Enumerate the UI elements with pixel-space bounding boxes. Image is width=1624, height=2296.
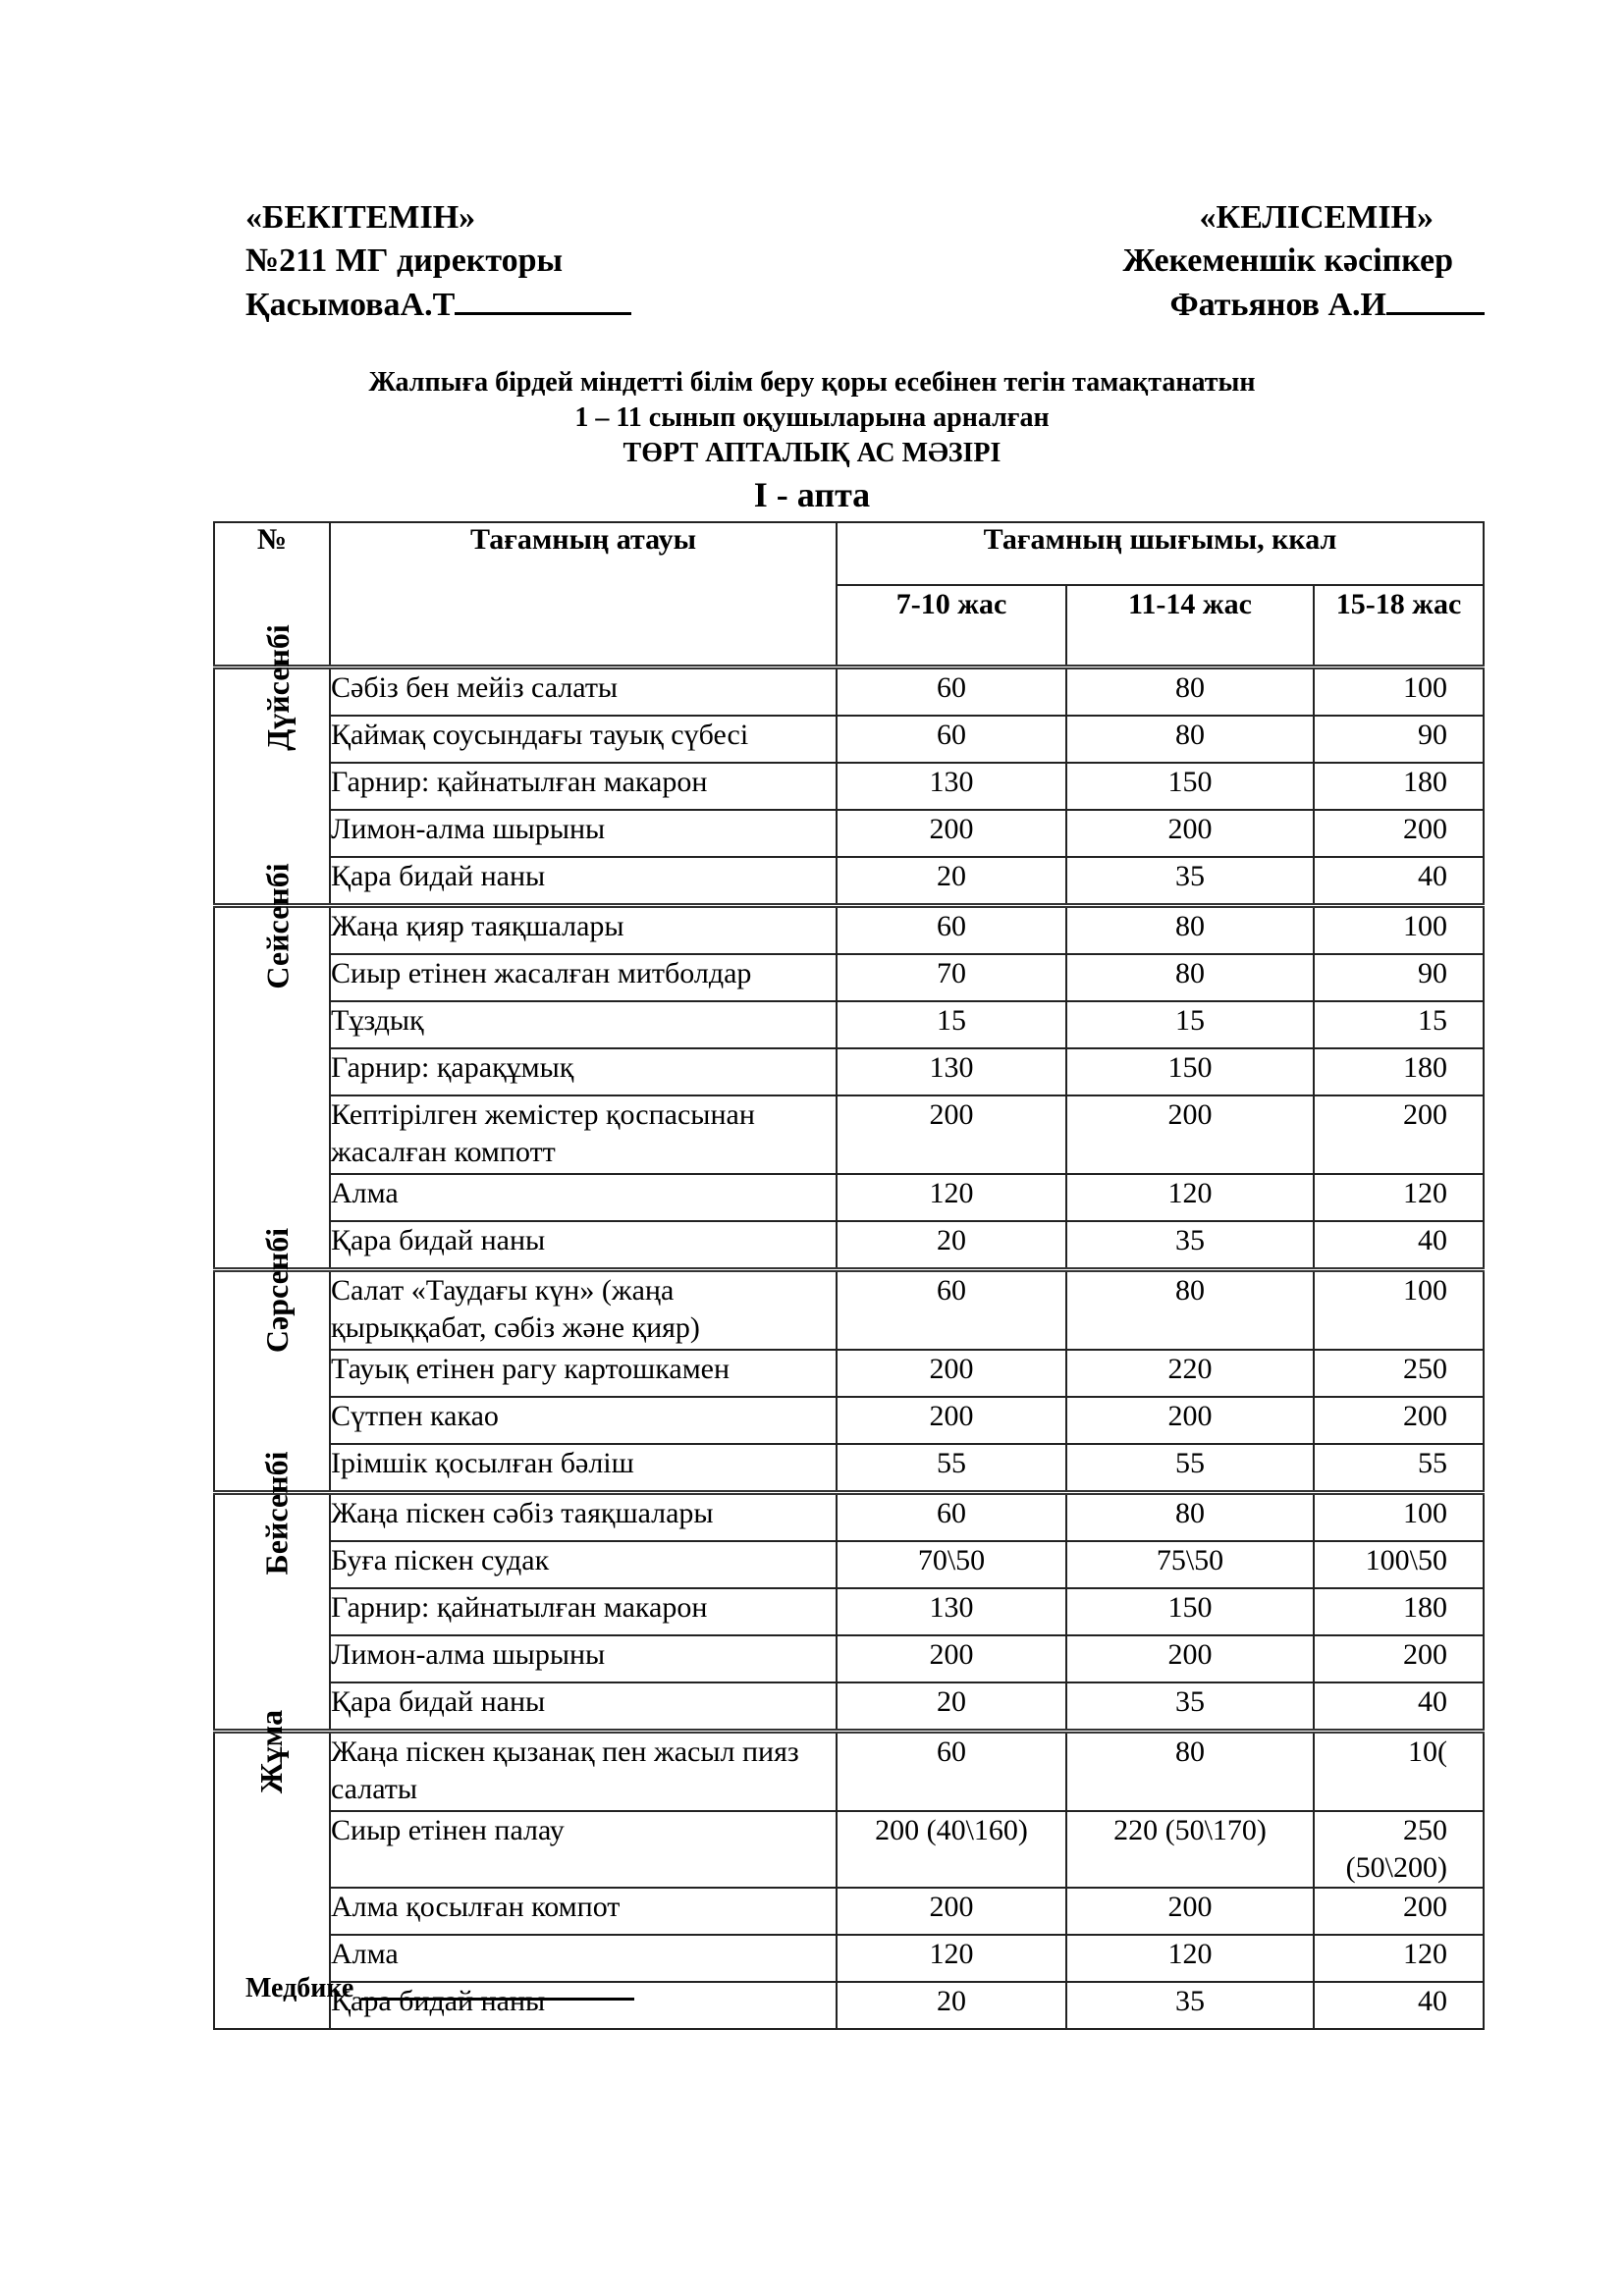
signature-line-left bbox=[455, 283, 631, 315]
dish-name: Лимон-алма шырыны bbox=[330, 810, 837, 857]
kcal-value-7-10: 70 bbox=[837, 954, 1066, 1001]
kcal-value-11-14: 150 bbox=[1066, 1588, 1314, 1635]
table-row bbox=[214, 763, 1484, 810]
kcal-value-11-14: 80 bbox=[1066, 667, 1314, 717]
week-label: І - апта bbox=[753, 475, 871, 514]
kcal-value-11-14: 15 bbox=[1066, 1001, 1314, 1048]
title-line-2: 1 – 11 сынып оқушыларына арналған bbox=[574, 402, 1050, 433]
dish-name: Сиыр етінен палау bbox=[330, 1811, 837, 1888]
table-row bbox=[214, 1221, 1484, 1270]
dish-name: Қара бидай наны bbox=[330, 857, 837, 906]
dish-name: Тұздық bbox=[330, 1001, 837, 1048]
table-row bbox=[214, 1732, 1484, 1812]
kcal-value-15-18: 90 bbox=[1314, 954, 1484, 1001]
kcal-value-11-14: 80 bbox=[1066, 1732, 1314, 1812]
kcal-value-7-10: 15 bbox=[837, 1001, 1066, 1048]
table-row bbox=[214, 906, 1484, 955]
kcal-value-11-14: 150 bbox=[1066, 1048, 1314, 1095]
kcal-value-11-14: 80 bbox=[1066, 716, 1314, 763]
header-age-7-10: 7-10 жас bbox=[837, 585, 1066, 667]
kcal-value-7-10: 200 bbox=[837, 1888, 1066, 1935]
kcal-value-7-10: 120 bbox=[837, 1174, 1066, 1221]
day-label: Жұма bbox=[253, 1709, 290, 1794]
kcal-value-11-14: 200 bbox=[1066, 1635, 1314, 1682]
kcal-value-7-10: 60 bbox=[837, 1493, 1066, 1542]
dish-name: Сәбіз бен мейіз салаты bbox=[330, 667, 837, 717]
kcal-value-11-14: 55 bbox=[1066, 1444, 1314, 1493]
table-row bbox=[214, 1541, 1484, 1588]
kcal-value-7-10: 70\50 bbox=[837, 1541, 1066, 1588]
approval-block-right bbox=[1123, 196, 1485, 327]
table-row bbox=[214, 1888, 1484, 1935]
kcal-value-15-18: 180 bbox=[1314, 1588, 1484, 1635]
kcal-value-7-10: 20 bbox=[837, 1982, 1066, 2029]
table-row bbox=[214, 810, 1484, 857]
kcal-value-7-10: 200 bbox=[837, 1635, 1066, 1682]
header-age-15-18 bbox=[1314, 585, 1484, 667]
header-age-11-14: 11-14 жас bbox=[1066, 585, 1314, 667]
kcal-value-7-10: 60 bbox=[837, 716, 1066, 763]
title-line-3: ТӨРТ АПТАЛЫҚ АС МӘЗІРІ bbox=[623, 438, 1001, 468]
day-label: Сейсенбі bbox=[259, 863, 296, 989]
kcal-value-7-10: 20 bbox=[837, 1682, 1066, 1732]
dish-name: Буға піскен судак bbox=[330, 1541, 837, 1588]
kcal-value-11-14: 80 bbox=[1066, 906, 1314, 955]
day-label: Дүйсенбі bbox=[259, 624, 296, 751]
dish-name: Жаңа қияр таяқшалары bbox=[330, 906, 837, 955]
dish-name: Гарнир: қарақұмық bbox=[330, 1048, 837, 1095]
menu-body bbox=[214, 624, 1484, 2030]
header-age-15-18-label: 15-18 жас bbox=[1335, 588, 1462, 620]
kcal-value-15-18: 120 bbox=[1314, 1174, 1484, 1221]
kcal-value-11-14: 150 bbox=[1066, 763, 1314, 810]
footer-nurse bbox=[245, 1973, 634, 2004]
nurse-label: Медбике bbox=[245, 1973, 354, 2003]
kcal-value-15-18: 100 bbox=[1314, 1270, 1484, 1351]
dish-name: Сиыр етінен жасалған митболдар bbox=[330, 954, 837, 1001]
kcal-value-7-10: 200 bbox=[837, 1350, 1066, 1397]
dish-name: Салат «Таудағы күн» (жаңа қырыққабат, сәбіз және қияр) bbox=[330, 1270, 837, 1351]
kcal-value-7-10: 60 bbox=[837, 1270, 1066, 1351]
kcal-value-7-10: 60 bbox=[837, 1732, 1066, 1812]
kcal-value-7-10: 130 bbox=[837, 1588, 1066, 1635]
kcal-value-11-14: 80 bbox=[1066, 1270, 1314, 1351]
kcal-value-7-10: 130 bbox=[837, 763, 1066, 810]
kcal-value-7-10: 130 bbox=[837, 1048, 1066, 1095]
table-row bbox=[214, 1397, 1484, 1444]
kcal-value-11-14: 220 bbox=[1066, 1350, 1314, 1397]
dish-name: Жаңа піскен қызанақ пен жасыл пияз салаты bbox=[330, 1732, 837, 1812]
table-row bbox=[214, 1048, 1484, 1095]
kcal-value-15-18: 100 bbox=[1314, 1493, 1484, 1542]
kcal-value-15-18: 10( bbox=[1314, 1732, 1484, 1812]
kcal-value-15-18: 90 bbox=[1314, 716, 1484, 763]
kcal-value-7-10: 200 bbox=[837, 810, 1066, 857]
kcal-value-7-10: 60 bbox=[837, 906, 1066, 955]
kcal-value-11-14: 35 bbox=[1066, 1682, 1314, 1732]
table-row bbox=[214, 1174, 1484, 1221]
dish-name: Қаймақ соусындағы тауық сүбесі bbox=[330, 716, 837, 763]
kcal-value-15-18: 100 bbox=[1314, 667, 1484, 717]
kcal-value-11-14: 200 bbox=[1066, 810, 1314, 857]
kcal-value-11-14: 35 bbox=[1066, 1221, 1314, 1270]
header-number: № bbox=[214, 522, 330, 667]
table-row bbox=[214, 1811, 1484, 1888]
kcal-value-15-18: 250 (50\200) bbox=[1314, 1811, 1484, 1888]
kcal-value-15-18: 100 bbox=[1314, 906, 1484, 955]
kcal-value-7-10: 55 bbox=[837, 1444, 1066, 1493]
nurse-signature-line bbox=[361, 1998, 634, 2001]
kcal-value-15-18: 200 bbox=[1314, 1095, 1484, 1174]
dish-name: Қара бидай наны bbox=[330, 1682, 837, 1732]
day-label-cell bbox=[214, 1451, 330, 1732]
kcal-value-15-18: 200 bbox=[1314, 810, 1484, 857]
approval-name-right: Фатьянов А.И bbox=[1169, 287, 1386, 323]
menu-table bbox=[213, 521, 1485, 2030]
kcal-value-15-18: 40 bbox=[1314, 1982, 1484, 2029]
kcal-value-11-14: 200 bbox=[1066, 1888, 1314, 1935]
table-row bbox=[214, 1682, 1484, 1732]
day-label-cell bbox=[214, 863, 330, 1270]
kcal-value-15-18: 40 bbox=[1314, 857, 1484, 906]
kcal-value-15-18: 120 bbox=[1314, 1935, 1484, 1982]
approval-name-left: ҚасымоваА.Т bbox=[245, 287, 456, 323]
kcal-value-11-14: 200 bbox=[1066, 1095, 1314, 1174]
signature-line-right bbox=[1386, 283, 1485, 315]
approval-title-left: «БЕКІТЕМІН» bbox=[245, 199, 476, 236]
table-row bbox=[214, 1588, 1484, 1635]
kcal-value-11-14: 220 (50\170) bbox=[1066, 1811, 1314, 1888]
table-row bbox=[214, 667, 1484, 717]
table-row bbox=[214, 1493, 1484, 1542]
kcal-value-7-10: 200 bbox=[837, 1095, 1066, 1174]
kcal-value-11-14: 75\50 bbox=[1066, 1541, 1314, 1588]
table-row bbox=[214, 716, 1484, 763]
kcal-value-15-18: 40 bbox=[1314, 1221, 1484, 1270]
kcal-value-15-18: 100\50 bbox=[1314, 1541, 1484, 1588]
dish-name: Сүтпен какао bbox=[330, 1397, 837, 1444]
kcal-value-7-10: 200 (40\160) bbox=[837, 1811, 1066, 1888]
dish-name: Қара бидай наны bbox=[330, 1221, 837, 1270]
kcal-value-7-10: 20 bbox=[837, 1221, 1066, 1270]
kcal-value-11-14: 35 bbox=[1066, 1982, 1314, 2029]
kcal-value-15-18: 180 bbox=[1314, 1048, 1484, 1095]
kcal-value-15-18: 180 bbox=[1314, 763, 1484, 810]
title-line-1: Жалпыға бірдей міндетті білім беру қоры есебінен тегін тамақтанатын bbox=[368, 367, 1256, 398]
dish-name: Алма bbox=[330, 1935, 837, 1982]
approval-position-left: №211 МГ директоры bbox=[245, 242, 564, 279]
table-row bbox=[214, 1001, 1484, 1048]
kcal-value-11-14: 80 bbox=[1066, 954, 1314, 1001]
dish-name: Алма қосылған компот bbox=[330, 1888, 837, 1935]
kcal-value-15-18: 200 bbox=[1314, 1635, 1484, 1682]
kcal-value-11-14: 35 bbox=[1066, 857, 1314, 906]
kcal-value-7-10: 20 bbox=[837, 857, 1066, 906]
day-label: Бейсенбі bbox=[258, 1451, 295, 1575]
approval-block-left bbox=[245, 196, 631, 327]
dish-name: Лимон-алма шырыны bbox=[330, 1635, 837, 1682]
kcal-value-7-10: 200 bbox=[837, 1397, 1066, 1444]
kcal-value-15-18: 250 bbox=[1314, 1350, 1484, 1397]
dish-name: Кептірілген жемістер қоспасынан жасалған компотт bbox=[330, 1095, 837, 1174]
document-titles bbox=[0, 365, 1624, 516]
approval-signature-right bbox=[1123, 283, 1485, 327]
dish-name: Гарнир: қайнатылған макарон bbox=[330, 1588, 837, 1635]
kcal-value-11-14: 120 bbox=[1066, 1935, 1314, 1982]
table-row bbox=[214, 954, 1484, 1001]
table-row bbox=[214, 1095, 1484, 1174]
dish-name: Қара бидай наны bbox=[330, 1982, 837, 2029]
kcal-value-15-18: 55 bbox=[1314, 1444, 1484, 1493]
dish-name: Алма bbox=[330, 1174, 837, 1221]
day-label: Сәрсенбі bbox=[259, 1227, 296, 1354]
kcal-value-15-18: 200 bbox=[1314, 1397, 1484, 1444]
approval-signature-left bbox=[245, 283, 631, 327]
table-row bbox=[214, 1270, 1484, 1351]
kcal-value-11-14: 200 bbox=[1066, 1397, 1314, 1444]
header-dish-name: Тағамның атауы bbox=[330, 522, 837, 667]
dish-name: Гарнир: қайнатылған макарон bbox=[330, 763, 837, 810]
kcal-value-7-10: 120 bbox=[837, 1935, 1066, 1982]
kcal-value-7-10: 60 bbox=[837, 667, 1066, 717]
header-yield: Тағамның шығымы, ккал bbox=[837, 522, 1484, 585]
table-row bbox=[214, 1635, 1484, 1682]
kcal-value-15-18: 15 bbox=[1314, 1001, 1484, 1048]
dish-name: Жаңа піскен сәбіз таяқшалары bbox=[330, 1493, 837, 1542]
kcal-value-15-18: 200 bbox=[1314, 1888, 1484, 1935]
table-row bbox=[214, 857, 1484, 906]
kcal-value-11-14: 80 bbox=[1066, 1493, 1314, 1542]
table-row bbox=[214, 1444, 1484, 1493]
kcal-value-11-14: 120 bbox=[1066, 1174, 1314, 1221]
table-row bbox=[214, 1350, 1484, 1397]
kcal-value-15-18: 40 bbox=[1314, 1682, 1484, 1732]
approval-position-right: Жекеменшік кәсіпкер bbox=[1122, 242, 1453, 279]
approval-title-right: «КЕЛІСЕМІН» bbox=[1199, 199, 1434, 236]
dish-name: Тауық етінен рагу картошкамен bbox=[330, 1350, 837, 1397]
dish-name: Ірімшік қосылған бәліш bbox=[330, 1444, 837, 1493]
